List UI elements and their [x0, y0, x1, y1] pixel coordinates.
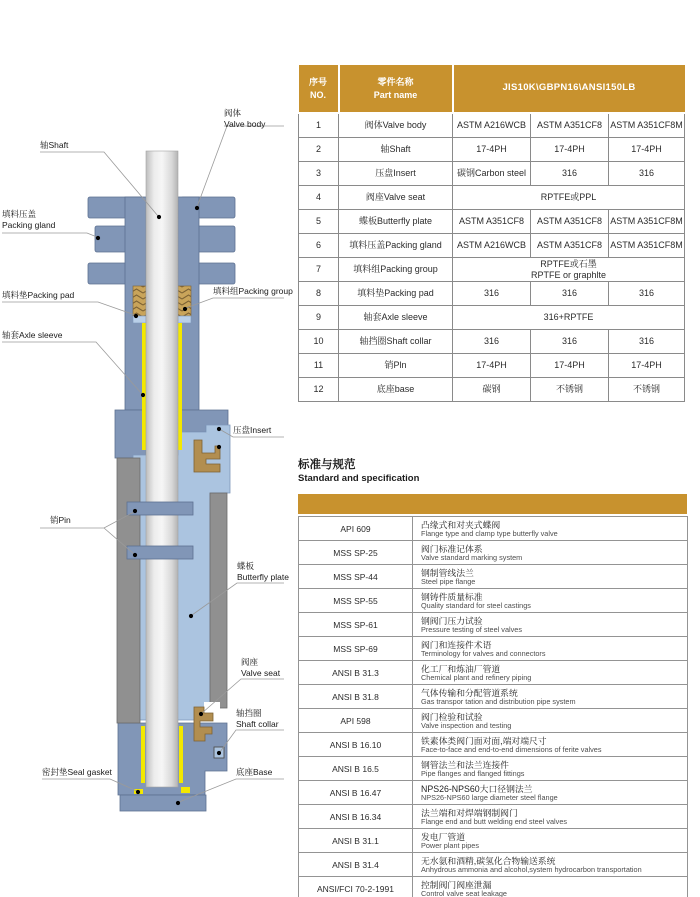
- material-cell: 316: [609, 282, 685, 306]
- label-line: 压盘Insert: [233, 425, 272, 435]
- part-name-cell: 填料垫Packing pad: [339, 282, 453, 306]
- standard-code-cell: ANSI B 31.4: [299, 853, 413, 877]
- standards-table-row: [299, 781, 688, 805]
- row-number-cell: 10: [299, 330, 339, 354]
- row-number-cell: 7: [299, 258, 339, 282]
- part-name-cell: 轴挡圈Shaft collar: [339, 330, 453, 354]
- header-spec: JIS10K\GBPN16\ANSI150LB: [453, 64, 685, 113]
- material-cell: 316: [531, 330, 609, 354]
- parts-table-row: [299, 162, 685, 186]
- standard-code-cell: ANSI/FCI 70-2-1991: [299, 877, 413, 897]
- part-name-cell: 填料压盖Packing gland: [339, 234, 453, 258]
- label-line: 蝶板: [237, 561, 255, 571]
- standard-desc-cell: [413, 637, 688, 661]
- material-cell-merged: [453, 258, 685, 282]
- standard-desc-en: Flange end and butt welding end steel valves: [421, 816, 568, 826]
- parts-table-row: [299, 210, 685, 234]
- standard-code-cell: ANSI B 31.8: [299, 685, 413, 709]
- header-name-en: Part name: [373, 89, 418, 100]
- material-span-line: RPTFE或PPL: [540, 192, 597, 203]
- standards-table-row: [299, 877, 688, 897]
- standard-code-cell: MSS SP-61: [299, 613, 413, 637]
- parts-table-row: [299, 306, 685, 330]
- standard-code-cell: ANSI B 16.10: [299, 733, 413, 757]
- standard-desc-cell: [413, 565, 688, 589]
- material-span-line: 316+RPTFE: [543, 312, 594, 323]
- parts-table-row: [299, 282, 685, 306]
- material-span-line: RPTFE或石墨: [540, 258, 597, 269]
- standards-table-row: [299, 565, 688, 589]
- row-number-cell: 8: [299, 282, 339, 306]
- diagram-label-shaft-collar: [236, 708, 279, 729]
- part-name-cell: 底座base: [339, 378, 453, 402]
- standard-desc-zh: NPS26-NPS60大口径钢法兰: [421, 783, 533, 794]
- header-no-zh: 序号: [308, 77, 327, 88]
- material-cell: 17-4PH: [453, 354, 531, 378]
- label-line: 轴挡圈: [236, 708, 262, 718]
- standard-desc-en: Terminology for valves and connectors: [421, 648, 546, 658]
- parts-materials-table: [298, 63, 685, 402]
- part-name-cell: 填料组Packing group: [339, 258, 453, 282]
- parts-table-row: [299, 354, 685, 378]
- material-cell: ASTM A351CF8M: [609, 210, 685, 234]
- standard-desc-zh: 法兰端和对焊端钢制阀门: [421, 807, 518, 818]
- material-cell: 17-4PH: [609, 354, 685, 378]
- standards-table-row: [299, 589, 688, 613]
- standard-desc-en: Control valve seat leakage: [421, 888, 507, 897]
- parts-table-section: [298, 63, 684, 402]
- material-cell: ASTM A351CF8: [531, 234, 609, 258]
- standards-table-row: [299, 829, 688, 853]
- standard-desc-en: Face-to-face and end-to-end dimensions of ferite valves: [421, 744, 602, 754]
- standard-desc-cell: [413, 781, 688, 805]
- diagram-label-butterfly-plate: [237, 561, 289, 582]
- standards-table: [298, 516, 688, 897]
- parts-table-row: [299, 186, 685, 210]
- standard-desc-en: Quality standard for steel castings: [421, 600, 531, 610]
- row-number-cell: 3: [299, 162, 339, 186]
- material-cell: 不锈钢: [531, 378, 609, 402]
- part-name-cell: 轴Shaft: [339, 138, 453, 162]
- standards-table-row: [299, 661, 688, 685]
- standard-desc-cell: [413, 613, 688, 637]
- label-line: 轴Shaft: [40, 140, 69, 150]
- standard-desc-cell: [413, 733, 688, 757]
- material-cell: ASTM A351CF8: [531, 113, 609, 138]
- parts-table-row: [299, 138, 685, 162]
- diagram-label-valve-seat: [241, 657, 280, 678]
- material-cell: 碳钢Carbon steel: [453, 162, 531, 186]
- shaft-shape: [146, 151, 178, 787]
- row-number-cell: 12: [299, 378, 339, 402]
- standard-code-cell: MSS SP-25: [299, 541, 413, 565]
- material-cell: ASTM A216WCB: [453, 113, 531, 138]
- standards-table-row: [299, 517, 688, 541]
- material-cell: 316: [531, 162, 609, 186]
- standard-code-cell: API 609: [299, 517, 413, 541]
- standards-section: [298, 458, 687, 897]
- label-line: 底座Base: [236, 767, 273, 777]
- row-number-cell: 4: [299, 186, 339, 210]
- material-cell-merged: [453, 306, 685, 330]
- diagram-label-packing-gland: [2, 209, 55, 230]
- standard-code-cell: MSS SP-44: [299, 565, 413, 589]
- standard-desc-zh: 发电厂管道: [421, 831, 465, 842]
- standard-desc-en: Gas transpor tation and distribution pipe system: [421, 696, 576, 706]
- material-cell: ASTM A351CF8: [453, 210, 531, 234]
- standard-desc-cell: [413, 829, 688, 853]
- label-line: 填料压盖: [2, 209, 37, 219]
- standards-table-row: [299, 685, 688, 709]
- standard-desc-zh: 控制阀门阀座泄漏: [421, 879, 492, 890]
- standard-desc-en: Valve inspection and testing: [421, 720, 512, 730]
- diagram-label-shaft: [40, 140, 68, 151]
- standards-table-row: [299, 541, 688, 565]
- parts-table-row: [299, 330, 685, 354]
- material-cell: 17-4PH: [609, 138, 685, 162]
- material-cell: ASTM A351CF8M: [609, 113, 685, 138]
- label-line: Packing gland: [2, 219, 56, 230]
- material-cell: ASTM A216WCB: [453, 234, 531, 258]
- label-line: 阀座: [241, 657, 259, 667]
- material-cell: 碳钢: [453, 378, 531, 402]
- standard-desc-zh: 铁素体类阀门面对面,端对端尺寸: [421, 735, 547, 746]
- standard-desc-en: Valve standard marking system: [421, 552, 523, 562]
- diagram-label-base: [236, 767, 272, 778]
- standard-code-cell: ANSI B 31.3: [299, 661, 413, 685]
- label-line: 填料垫Packing pad: [2, 290, 75, 300]
- row-number-cell: 11: [299, 354, 339, 378]
- material-cell: 不锈钢: [609, 378, 685, 402]
- parts-table-row: [299, 113, 685, 138]
- standard-code-cell: ANSI B 16.34: [299, 805, 413, 829]
- standard-desc-cell: [413, 805, 688, 829]
- standard-desc-zh: 气体传输和分配管道系统: [421, 687, 518, 698]
- standard-desc-cell: [413, 709, 688, 733]
- material-cell: ASTM A351CF8: [531, 210, 609, 234]
- standard-desc-cell: [413, 517, 688, 541]
- material-cell-merged: [453, 186, 685, 210]
- standards-table-row: [299, 853, 688, 877]
- part-name-cell: 压盘Insert: [339, 162, 453, 186]
- standard-desc-zh: 阀门和连接件术语: [421, 639, 492, 650]
- material-cell: 316: [609, 162, 685, 186]
- standard-desc-zh: 阀门检验和试验: [421, 711, 483, 722]
- diagram-label-pin: [50, 515, 71, 526]
- part-name-cell: 销Pln: [339, 354, 453, 378]
- label-line: 密封垫Seal gasket: [42, 767, 112, 777]
- standard-desc-zh: 钢阀门压力试验: [421, 615, 483, 626]
- standard-desc-cell: [413, 877, 688, 897]
- standard-desc-cell: [413, 661, 688, 685]
- diagram-label-packing-group: [213, 286, 293, 297]
- standard-desc-zh: 钢铸件质量标准: [421, 591, 483, 602]
- standards-title-en: Standard and specification: [298, 472, 420, 484]
- material-cell: 316: [531, 282, 609, 306]
- standard-code-cell: ANSI B 16.5: [299, 757, 413, 781]
- standard-desc-zh: 无水氨和酒精,碳氢化合物输送系统: [421, 855, 556, 866]
- part-name-cell: 蝶板Butterfly plate: [339, 210, 453, 234]
- header-no-en: NO.: [309, 89, 326, 100]
- standard-desc-en: Flange type and clamp type butterfly valve: [421, 528, 558, 538]
- row-number-cell: 2: [299, 138, 339, 162]
- standard-code-cell: ANSI B 31.1: [299, 829, 413, 853]
- standard-desc-zh: 凸缘式和对夹式蝶阀: [421, 519, 501, 530]
- label-line: Butterfly plate: [237, 571, 289, 582]
- diagram-label-packing-pad: [2, 290, 74, 301]
- material-cell: 316: [609, 330, 685, 354]
- material-cell: 17-4PH: [531, 138, 609, 162]
- label-line: 销Pin: [50, 515, 71, 525]
- label-line: 阀体: [224, 108, 242, 118]
- diagram-label-axle-sleeve: [2, 330, 62, 341]
- parts-table-header-row: [299, 64, 685, 113]
- standard-desc-en: Anhydrous ammonia and alcohol,system hydrocarbon transportation: [421, 864, 642, 874]
- standard-desc-zh: 化工厂和炼油厂管道: [421, 663, 501, 674]
- standards-table-row: [299, 805, 688, 829]
- standards-table-row: [299, 757, 688, 781]
- standard-code-cell: ANSI B 16.47: [299, 781, 413, 805]
- header-name-zh: 零件名称: [377, 77, 414, 88]
- standards-table-row: [299, 637, 688, 661]
- material-cell: ASTM A351CF8M: [609, 234, 685, 258]
- standard-desc-cell: [413, 853, 688, 877]
- parts-table-row: [299, 258, 685, 282]
- standard-desc-en: Power plant pipes: [421, 840, 480, 850]
- diagram-label-insert: [233, 425, 271, 436]
- standard-desc-en: Steel pipe flange: [421, 576, 476, 586]
- header-no: [299, 64, 339, 113]
- standard-desc-zh: 钢制管线法兰: [421, 567, 474, 578]
- material-span-line: RPTFE or graphlte: [530, 269, 607, 280]
- row-number-cell: 6: [299, 234, 339, 258]
- label-line: Shaft collar: [236, 718, 279, 729]
- standards-table-row: [299, 613, 688, 637]
- part-name-cell: 阀体Valve body: [339, 113, 453, 138]
- standards-table-row: [299, 733, 688, 757]
- row-number-cell: 5: [299, 210, 339, 234]
- label-line: Valve body: [224, 118, 266, 129]
- valve-diagram: [0, 0, 295, 897]
- label-line: Valve seat: [241, 667, 281, 678]
- parts-table-row: [299, 378, 685, 402]
- material-cell: 316: [453, 330, 531, 354]
- standard-desc-cell: [413, 589, 688, 613]
- diagram-label-valve-body: [224, 108, 265, 129]
- label-line: 轴套Axle sleeve: [2, 330, 63, 340]
- standard-desc-cell: [413, 757, 688, 781]
- standards-header-bar: [298, 494, 687, 516]
- standard-desc-cell: [413, 541, 688, 565]
- material-cell: 17-4PH: [531, 354, 609, 378]
- seat-notch: [204, 702, 220, 713]
- standard-desc-en: Chemical plant and refinery piping: [421, 672, 532, 682]
- standard-desc-en: NPS26-NPS60 large diameter steel flange: [421, 792, 558, 802]
- part-name-cell: 轴套Axle sleeve: [339, 306, 453, 330]
- label-line: 填料组Packing group: [213, 286, 293, 296]
- standard-desc-zh: 钢管法兰和法兰连接件: [421, 759, 509, 770]
- part-name-cell: 阀座Valve seat: [339, 186, 453, 210]
- diagram-label-seal-gasket: [42, 767, 112, 778]
- standard-desc-en: Pressure testing of steel valves: [421, 624, 522, 634]
- standard-code-cell: MSS SP-55: [299, 589, 413, 613]
- parts-table-row: [299, 234, 685, 258]
- standard-code-cell: API 598: [299, 709, 413, 733]
- standard-desc-cell: [413, 685, 688, 709]
- standards-title-zh: 标准与规范: [298, 459, 356, 471]
- valve-cross-section-drawing: [0, 0, 295, 897]
- standard-code-cell: MSS SP-69: [299, 637, 413, 661]
- standard-desc-zh: 阀门标准记体系: [421, 543, 483, 554]
- material-cell: 17-4PH: [453, 138, 531, 162]
- row-number-cell: 1: [299, 113, 339, 138]
- material-cell: 316: [453, 282, 531, 306]
- standards-table-row: [299, 709, 688, 733]
- row-number-cell: 9: [299, 306, 339, 330]
- standard-desc-en: Pipe flanges and flanged fittings: [421, 768, 525, 778]
- header-part-name: [339, 64, 453, 113]
